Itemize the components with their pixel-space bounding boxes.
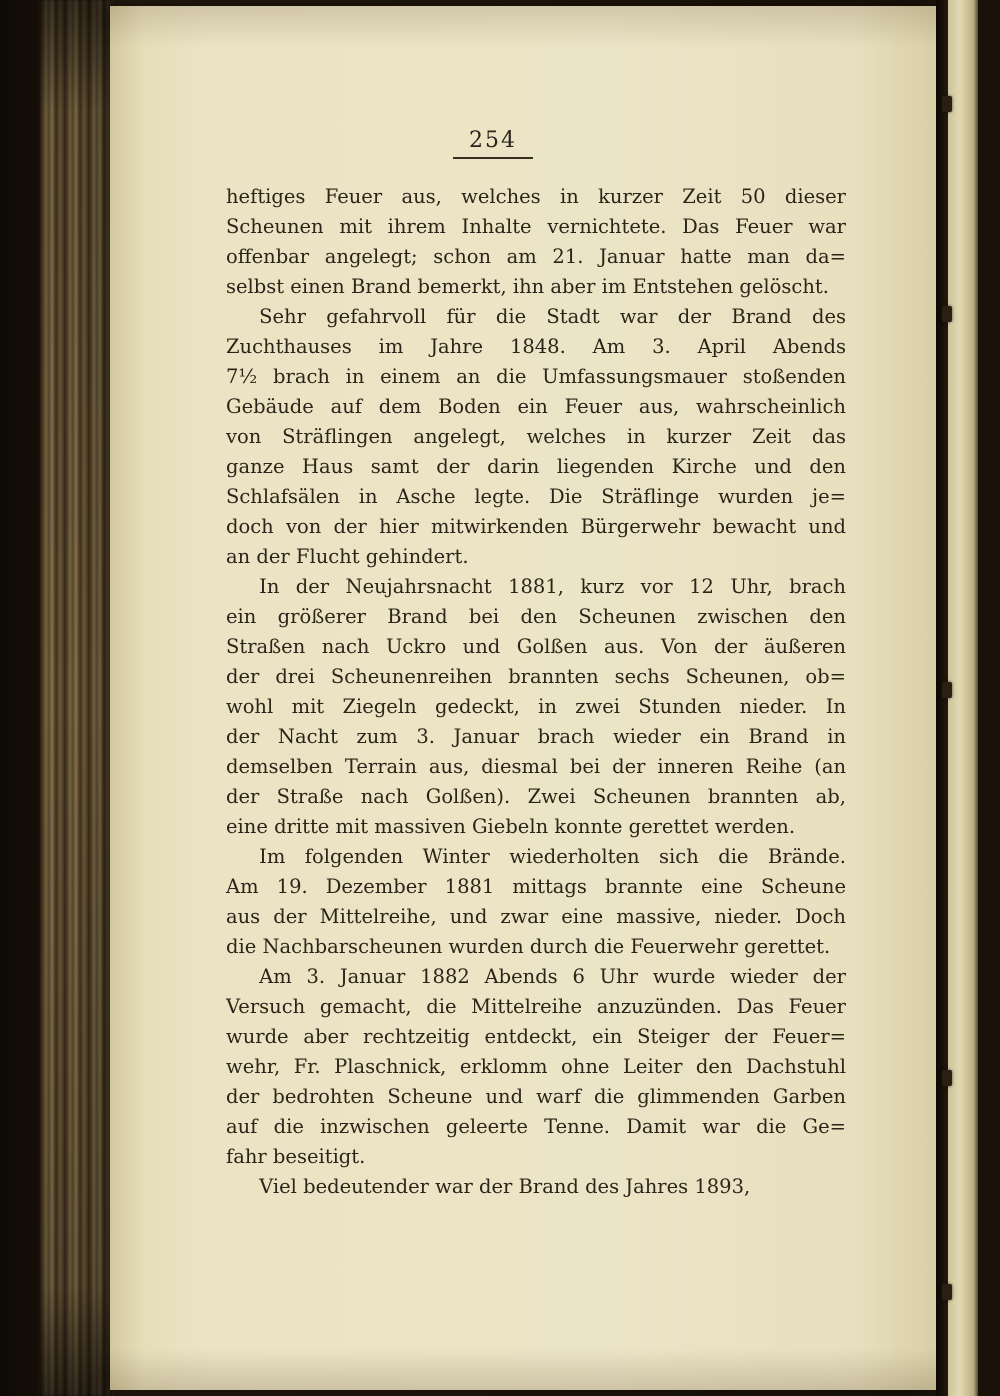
paragraph — [226, 842, 846, 962]
text-line: an der Flucht gehindert. — [226, 545, 469, 568]
text-line: die Nachbarscheunen wurden durch die Feuerwehr gerettet. — [226, 935, 831, 958]
text-line: Versuch gemacht, die Mittelreihe anzuzünden. Das Feuer — [226, 995, 846, 1018]
text-line: ganze Haus samt der darin liegenden Kirche und den — [226, 455, 846, 478]
text-line: auf die inzwischen geleerte Tenne. Damit war die Ge= — [226, 1115, 846, 1138]
text-line: wehr, Fr. Plaschnick, erklomm ohne Leiter den Dachstuhl — [226, 1055, 846, 1078]
text-line: der bedrohten Scheune und warf die glimmenden Garben — [226, 1085, 846, 1108]
binding-stitch — [942, 306, 952, 322]
paragraph — [226, 962, 846, 1172]
text-line: 7½ brach in einem an die Umfassungsmauer stoßenden — [226, 365, 846, 388]
text-line: ein größerer Brand bei den Scheunen zwischen den — [226, 605, 846, 628]
text-line: demselben Terrain aus, diesmal bei der inneren Reihe (an — [226, 755, 846, 778]
text-line: der Nacht zum 3. Januar brach wieder ein Brand in — [226, 725, 846, 748]
text-line: Viel bedeutender war der Brand des Jahres 1893, — [259, 1175, 751, 1198]
text-line: offenbar angelegt; schon am 21. Januar hatte man da= — [226, 245, 846, 268]
text-line: Am 19. Dezember 1881 mittags brannte eine Scheune — [226, 875, 846, 898]
binding-stitch — [942, 682, 952, 698]
page-gutter-shadow — [936, 0, 948, 1396]
text-line: Sehr gefahrvoll für die Stadt war der Brand des — [259, 305, 846, 328]
text-line: wohl mit Ziegeln gedeckt, in zwei Stunden nieder. In — [226, 695, 846, 718]
text-line: selbst einen Brand bemerkt, ihn aber im Entstehen gelöscht. — [226, 275, 829, 298]
text-line: aus der Mittelreihe, und zwar eine massive, nieder. Doch — [226, 905, 846, 928]
paragraph — [226, 302, 846, 572]
text-line: von Sträflingen angelegt, welches in kurzer Zeit das — [226, 425, 846, 448]
text-line: Gebäude auf dem Boden ein Feuer aus, wahrscheinlich — [226, 395, 846, 418]
text-line: Zuchthauses im Jahre 1848. Am 3. April Abends — [226, 335, 846, 358]
text-line: Im folgenden Winter wiederholten sich die Brände. — [259, 845, 846, 868]
paragraph — [226, 572, 846, 842]
binding-stitch — [942, 1070, 952, 1086]
text-line: heftiges Feuer aus, welches in kurzer Zeit 50 dieser — [226, 185, 846, 208]
text-line: In der Neujahrsnacht 1881, kurz vor 12 Uhr, brach — [259, 575, 846, 598]
text-line: fahr beseitigt. — [226, 1145, 366, 1168]
text-block — [226, 182, 846, 1202]
text-line: Am 3. Januar 1882 Abends 6 Uhr wurde wieder der — [259, 965, 846, 988]
text-line: Scheunen mit ihrem Inhalte vernichtete. Das Feuer war — [226, 215, 846, 238]
page-number-container — [110, 128, 876, 159]
paragraph — [226, 182, 846, 302]
book-page — [110, 6, 936, 1390]
left-page-edges-shadow — [40, 0, 112, 1396]
binding-stitch — [942, 96, 952, 112]
right-page-edge — [948, 0, 978, 1396]
text-line: wurde aber rechtzeitig entdeckt, ein Steiger der Feuer= — [226, 1025, 846, 1048]
page-number: 254 — [453, 128, 533, 159]
text-line: Schlafsälen in Asche legte. Die Sträflinge wurden je= — [226, 485, 846, 508]
text-line: der Straße nach Golßen). Zwei Scheunen brannten ab, — [226, 785, 846, 808]
binding-stitch — [942, 1284, 952, 1300]
text-line: Straßen nach Uckro und Golßen aus. Von der äußeren — [226, 635, 846, 658]
paragraph — [226, 1172, 846, 1202]
text-line: der drei Scheunenreihen brannten sechs Scheunen, ob= — [226, 665, 846, 688]
text-line: eine dritte mit massiven Giebeln konnte gerettet werden. — [226, 815, 796, 838]
text-line: doch von der hier mitwirkenden Bürgerwehr bewacht und — [226, 515, 846, 538]
